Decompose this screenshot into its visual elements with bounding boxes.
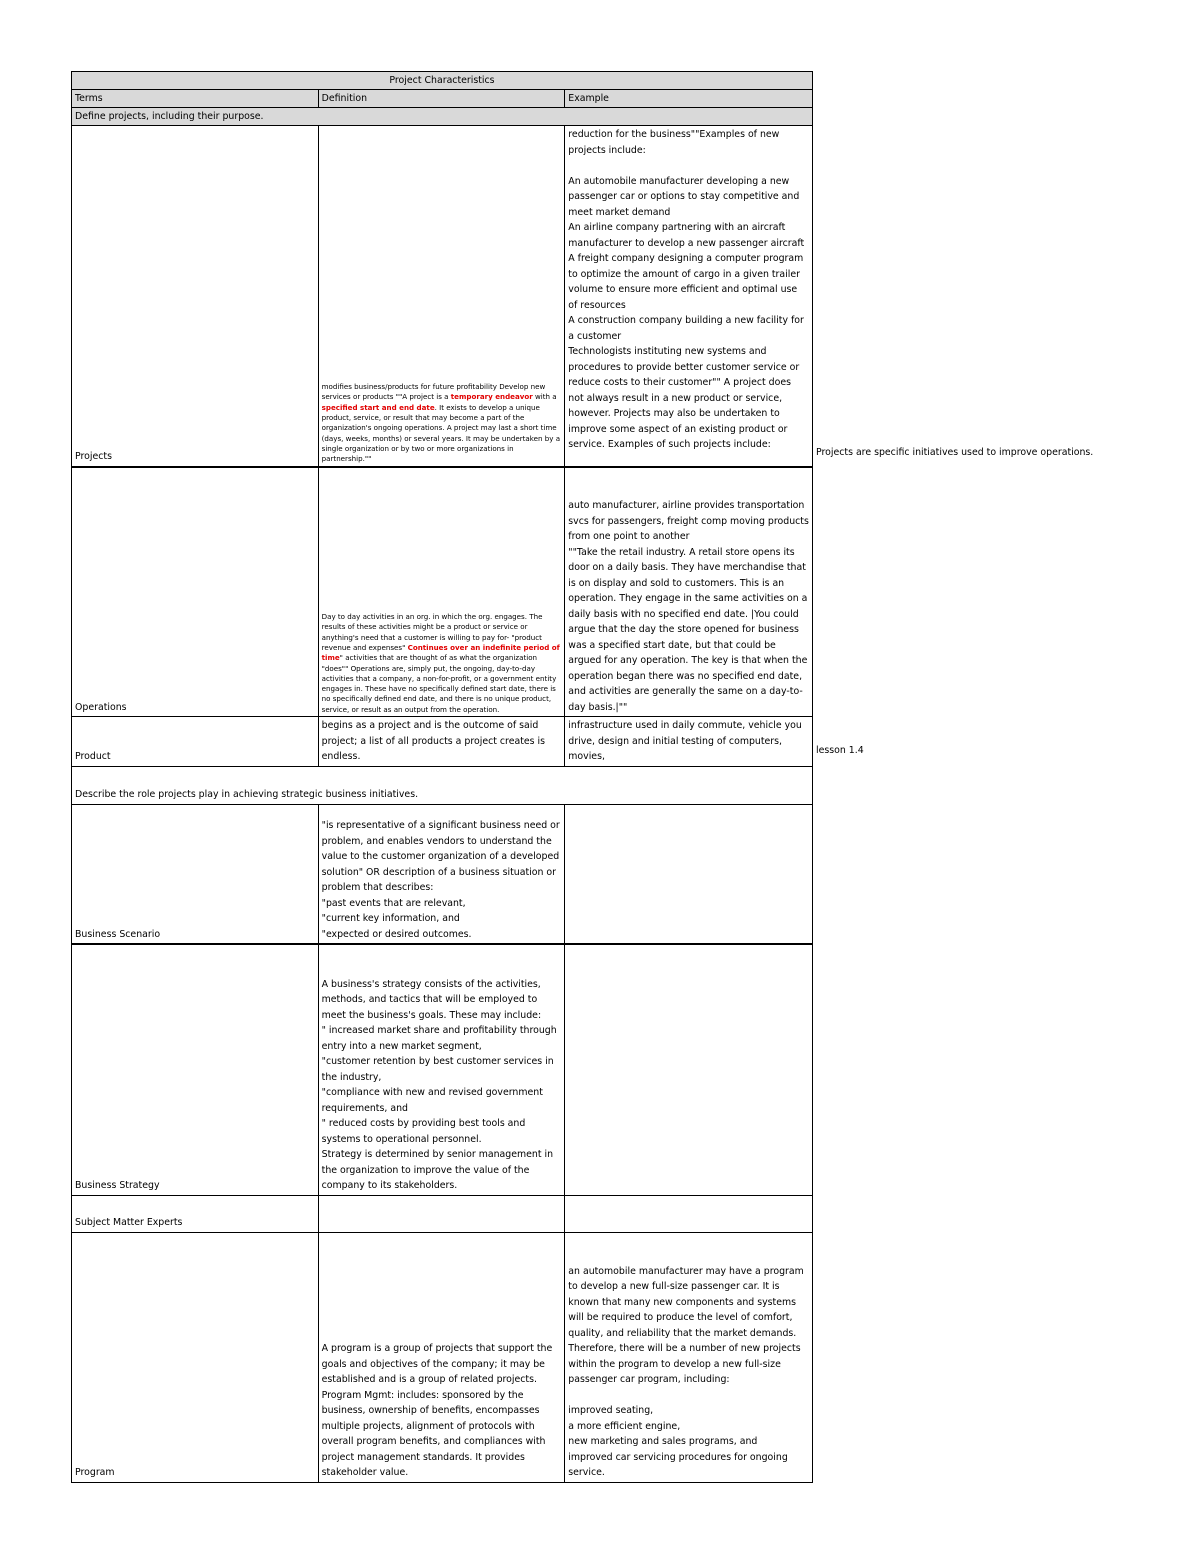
example-business-strategy (565, 944, 813, 1195)
def-text: modifies business/products for future profitability Develop new services or products ""A project is a (321, 382, 546, 402)
definition-business-strategy: A business's strategy consists of the activities, methods, and tactics that will be employed to meet the business's goals. These may include: " increased market share and profitability through entry into a new market segment, "customer retention by best customer services in the industry, "compliance with new and revised government requirements, and " reduced costs by providing best tools and systems to operational personnel. Strategy is determined by senior management in the organization to improve the value of the company to its stakeholders. (318, 944, 565, 1195)
table-row (72, 1232, 813, 1482)
term-program: Program (72, 1232, 319, 1482)
header-definition: Definition (318, 90, 565, 108)
definition-subject-matter-experts (318, 1195, 565, 1232)
product-side-note: lesson 1.4 (816, 745, 864, 756)
section-heading-strategic: Describe the role projects play in achieving strategic business initiatives. (72, 766, 813, 804)
def-highlight: temporary endeavor (450, 392, 533, 402)
table-row (72, 126, 813, 467)
header-terms: Terms (72, 90, 319, 108)
term-projects: Projects (72, 126, 319, 467)
table-row (72, 1195, 813, 1232)
def-text: . It exists to develop a unique product, service, or result that may become a part of the organization's ongoing operations. A project may last a short time (days, weeks, months) or several years. It may be undertaken by a single organization or by two or more organizations in partnership."" (321, 402, 561, 464)
table-row (72, 467, 813, 717)
def-text: with a (532, 392, 557, 402)
example-projects: reduction for the business""Examples of new projects include: An automobile manufacturer developing a new passenger car or options to stay competitive and meet market demand An airline company partnering with an aircraft manufacturer to develop a new passenger aircraft A freight company designing a computer program to optimize the amount of cargo in a given trailer volume to ensure more efficient and optimal use of resources A construction company building a new facility for a customer Technologists instituting new systems and procedures to provide better customer service or reduce costs to their customer"" A project does not always result in a new product or service, however. Projects may also be undertaken to improve some aspect of an existing product or service. Examples of such projects include: (565, 126, 813, 467)
def-text: " activities that are thought of as what the organization "does"" Operations are, simply put, the ongoing, day-to-day activities that a company, a non-for-profit, or a government entity engages in. These have no specifically defined start date, there is no specifically defined end date, and there is no unique product, service, or result as an output from the operation. (321, 653, 557, 714)
section-heading-define: Define projects, including their purpose. (72, 108, 813, 126)
term-subject-matter-experts: Subject Matter Experts (72, 1195, 319, 1232)
definition-projects (318, 126, 565, 467)
term-business-strategy: Business Strategy (72, 944, 319, 1195)
example-product: infrastructure used in daily commute, vehicle you drive, design and initial testing of computers, movies, (565, 717, 813, 767)
def-highlight: Continues over an indefinite period of time (321, 642, 560, 663)
example-subject-matter-experts (565, 1195, 813, 1232)
project-characteristics-table (71, 71, 813, 1483)
header-row (72, 90, 813, 108)
title-row (72, 72, 813, 90)
table-title: Project Characteristics (72, 72, 813, 90)
projects-side-note: Projects are specific initiatives used to improve operations. (816, 447, 1094, 458)
definition-business-scenario: "is representative of a significant business need or problem, and enables vendors to understand the value to the customer organization of a developed solution" OR description of a business situation or problem that describes: "past events that are relevant, "current key information, and "expected or desired outcomes. (318, 804, 565, 944)
table-row (72, 804, 813, 944)
definition-program: A program is a group of projects that support the goals and objectives of the company; it may be established and is a group of related projects. Program Mgmt: includes: sponsored by the business, ownership of benefits, encompasses multiple projects, alignment of protocols with overall program benefits, and compliances with project management standards. It provides stakeholder value. (318, 1232, 565, 1482)
definition-product: begins as a project and is the outcome of said project; a list of all products a project creates is endless. (318, 717, 565, 767)
term-product: Product (72, 717, 319, 767)
example-program: an automobile manufacturer may have a program to develop a new full-size passenger car. It is known that many new components and systems will be required to produce the level of comfort, quality, and reliability that the market demands. Therefore, there will be a number of new projects within the program to develop a new full-size passenger car program, including: improved seating, a more efficient engine, new marketing and sales programs, and improved car servicing procedures for ongoing service. (565, 1232, 813, 1482)
section-row (72, 108, 813, 126)
term-operations: Operations (72, 467, 319, 717)
example-business-scenario (565, 804, 813, 944)
table-row (72, 944, 813, 1195)
header-example: Example (565, 90, 813, 108)
def-highlight: specified start and end date (321, 402, 435, 412)
term-business-scenario: Business Scenario (72, 804, 319, 944)
section-row (72, 766, 813, 804)
definition-operations (318, 467, 565, 717)
example-operations: auto manufacturer, airline provides transportation svcs for passengers, freight comp moving products from one point to another ""Take the retail industry. A retail store opens its door on a daily basis. They have merchandise that is on display and sold to customers. This is an operation. They engage in the same activities on a daily basis with no specified end date. |You could argue that the day the store opened for business was a specified start date, but that could be argued for any operation. The key is that when the operation began there was no specified end date, and activities are generally the same on a day-to-day basis.|"" (565, 467, 813, 717)
def-text: Day to day activities in an org. in which the org. engages. The results of these activities might be a product or service or anything's need that a customer is willing to pay for- "product revenue and expenses" (321, 612, 543, 652)
table-row (72, 717, 813, 767)
